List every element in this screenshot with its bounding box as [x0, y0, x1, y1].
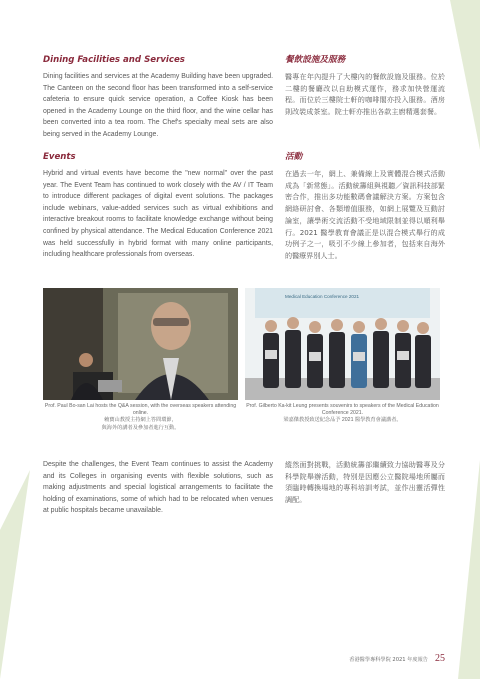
bottom-right-decoration	[440, 460, 480, 679]
events-heading-en: Events	[43, 152, 76, 162]
souvenir-caption-zh: 梁嘉傑教授致送紀念品予 2021 醫學教育會議講者。	[283, 417, 402, 424]
footer-report-title: 香港醫學專科學院 2021 年度報告	[349, 657, 428, 663]
dining-section-en	[43, 54, 273, 141]
qa-caption-zh-2: 與海外的講者及參加者進行互動。	[101, 424, 180, 431]
souvenir-photo	[245, 288, 440, 400]
dining-body-zh: 醫專在年內提升了大樓內的餐飲設施及服務。位於二樓的餐廳改以自助模式運作，務求加快營運流程。而位於三樓院士軒的咖啡閣亦投入服務。酒房則改裝成茶室。院士軒亦推出各款主廚精選套餐。	[285, 72, 445, 117]
dining-section-zh	[285, 54, 445, 118]
bottom-body-en: Despite the challenges, the Event Team continues to assist the Academy and its Colleges in organising events with flexible solutions, such as making adjustments and special logistical arrangements to facilitate the holding of examinations, some of which had to be relocated when venues at public hospitals became unavailable.	[43, 461, 273, 515]
qa-session-photo	[43, 288, 238, 400]
bottom-left-decoration	[0, 470, 30, 679]
events-body-en: Hybrid and virtual events have become the "new normal" over the past year. The Event Team has continued to work closely with the AV / IT Team to introduce different packages of digital event solutions. The packages include webinars, value-added services such as virtual exhibitions and interactive breakout rooms to facilitate knowledge exchange without being confined by physical attendance. The Medical Education Conference 2021 was held successfully in hybrid format with many online participants, including healthcare professionals from overseas.	[43, 170, 273, 259]
souvenir-caption	[245, 403, 440, 425]
events-body-zh: 在過去一年，網上、兼備線上及實體混合模式活動成為「新常態」。活動統籌組與視聽／資訊科技部緊密合作，推出多功能數碼會議解決方案。方案包含網絡研討會、各類增值服務，如網上展覽及互動討論室，讓學術交流活動不受地域限制並得以順利舉行。2021 醫學教育會議正是以混合模式舉行的成功例子之一，吸引不少線上參加者，包括來自海外的醫療界別人士。	[285, 169, 445, 260]
events-continued-zh	[285, 459, 445, 506]
page-number: 25	[435, 653, 445, 664]
qa-caption-en: Prof. Paul Bo-san Lai hosts the Q&A session, with the overseas speakers attending online.	[44, 403, 237, 417]
top-right-decoration	[440, 0, 480, 150]
conference-banner: Medical Education Conference 2021	[285, 294, 360, 299]
qa-session-caption	[43, 403, 238, 432]
page-footer	[349, 653, 445, 664]
dining-heading-en: Dining Facilities and Services	[43, 55, 185, 65]
events-continued-en	[43, 459, 273, 517]
events-heading-zh: 活動	[285, 152, 303, 162]
bottom-body-zh: 縱然面對挑戰，活動統籌部繼續致力協助醫專及分科學院舉辦活動，特別是因應公立醫院場地所屬而須臨時轉換場地的專科培訓考試，並作出靈活彈性調配。	[285, 460, 445, 505]
events-section-en	[43, 151, 273, 261]
souvenir-caption-en: Prof. Gilberto Ka-kit Leung presents souvenirs to speakers of the Medical Education Conference 2021.	[246, 403, 439, 417]
dining-body-en: Dining facilities and services at the Academy Building have been upgraded. The Canteen on the second floor has been transformed into a self-service cafeteria to ensure quick service operation, a Coffee Kiosk has been opened in the Academy Lounge on the third floor, and the wine cellar has been converted into a tea room. The Chef's specialty meal sets are also being served in the Academy Lounge.	[43, 73, 273, 138]
dining-heading-zh: 餐飲設施及服務	[285, 55, 346, 65]
qa-caption-zh-1: 賴寶山教授主持網上答問環節，	[104, 417, 177, 424]
events-section-zh	[285, 151, 445, 262]
